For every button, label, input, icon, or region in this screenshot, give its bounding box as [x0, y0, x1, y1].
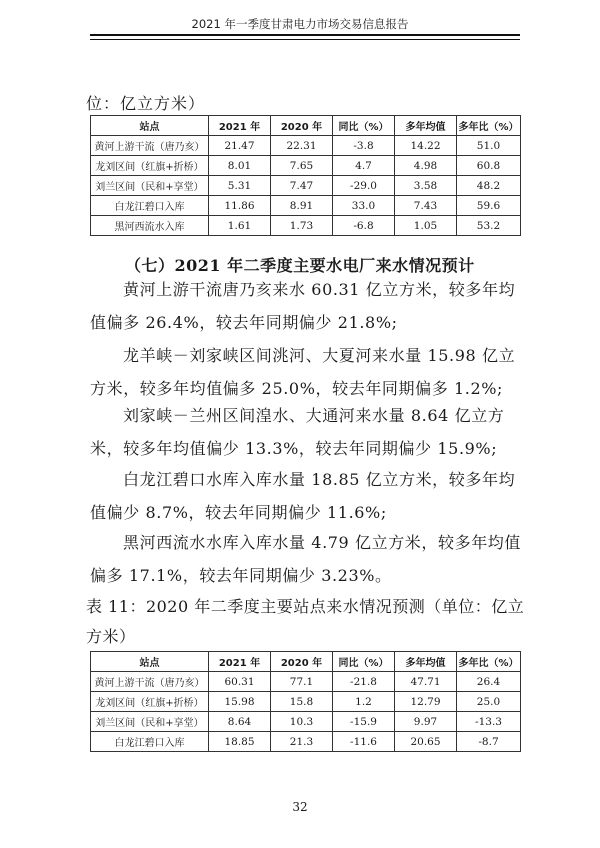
forecast-paragraph	[90, 399, 530, 465]
col-header: 多年均值	[395, 652, 457, 672]
value-cell: -3.8	[333, 136, 395, 156]
page-number: 32	[292, 800, 308, 814]
value-cell: 33.0	[333, 196, 395, 216]
paragraph-text: 黄河上游干流唐乃亥来水 60.31 亿立方米，较多年均值偏多 26.4%，较去年同期偏少 21.8%;	[90, 280, 516, 332]
table-row	[91, 712, 521, 732]
value-cell: -13.3	[457, 712, 521, 732]
paragraph-text: 白龙江碧口水库入库水量 18.85 亿立方米，较多年均值偏少 8.7%，较去年同期偏少 11.6%;	[90, 470, 516, 522]
paragraph-text: 黑河西流水水库入库水量 4.79 亿立方米，较多年均值偏多 17.1%，较去年同期偏少 3.23%。	[90, 533, 521, 585]
value-cell: 25.0	[457, 692, 521, 712]
station-cell: 黄河上游干流（唐乃亥）	[91, 136, 209, 156]
value-cell: 9.97	[395, 712, 457, 732]
col-header: 站点	[91, 652, 209, 672]
table-row	[91, 692, 521, 712]
col-header: 同比（%）	[333, 652, 395, 672]
value-cell: 5.31	[209, 176, 271, 196]
value-cell: 26.4	[457, 672, 521, 692]
value-cell: 8.01	[209, 156, 271, 176]
value-cell: 60.8	[457, 156, 521, 176]
value-cell: 60.31	[209, 672, 271, 692]
station-cell: 黑河西流水入库	[91, 216, 209, 236]
value-cell: 8.91	[271, 196, 333, 216]
table-row	[91, 176, 521, 196]
value-cell: 11.86	[209, 196, 271, 216]
value-cell: -21.8	[333, 672, 395, 692]
value-cell: 7.47	[271, 176, 333, 196]
value-cell: 18.85	[209, 732, 271, 752]
value-cell: 48.2	[457, 176, 521, 196]
table-header-row	[91, 116, 521, 136]
col-header: 2020 年	[271, 116, 333, 136]
col-header: 多年比（%）	[457, 652, 521, 672]
table-row	[91, 196, 521, 216]
value-cell: 77.1	[271, 672, 333, 692]
station-cell: 黄河上游干流（唐乃亥）	[91, 672, 209, 692]
value-cell: -11.6	[333, 732, 395, 752]
value-cell: 1.2	[333, 692, 395, 712]
forecast-paragraph	[90, 273, 530, 339]
value-cell: 51.0	[457, 136, 521, 156]
value-cell: 7.43	[395, 196, 457, 216]
unit-note: 位：亿立方米）	[86, 94, 206, 113]
value-cell: 1.05	[395, 216, 457, 236]
value-cell: 7.65	[271, 156, 333, 176]
value-cell: 1.61	[209, 216, 271, 236]
inflow-forecast-table-q2	[90, 651, 521, 752]
report-title: 2021 年一季度甘肃电力市场交易信息报告	[191, 17, 409, 31]
station-cell: 龙刘区间（红旗+折桥）	[91, 692, 209, 712]
value-cell: 8.64	[209, 712, 271, 732]
value-cell: 14.22	[395, 136, 457, 156]
value-cell: -29.0	[333, 176, 395, 196]
forecast-paragraph	[90, 526, 530, 592]
value-cell: 22.31	[271, 136, 333, 156]
col-header: 2020 年	[271, 652, 333, 672]
station-cell: 白龙江碧口入库	[91, 196, 209, 216]
table-row	[91, 672, 521, 692]
inflow-table-q1	[90, 115, 521, 236]
table-row	[91, 732, 521, 752]
station-cell: 刘兰区间（民和+享堂）	[91, 176, 209, 196]
header-rule-thin	[90, 39, 520, 40]
paragraph-text: 刘家峡－兰州区间湟水、大通河来水量 8.64 亿立方米，较多年均值偏少 13.3%，较去年同期偏少 15.9%;	[90, 406, 505, 458]
value-cell: -8.7	[457, 732, 521, 752]
value-cell: 4.98	[395, 156, 457, 176]
value-cell: -15.9	[333, 712, 395, 732]
value-cell: 59.6	[457, 196, 521, 216]
value-cell: 4.7	[333, 156, 395, 176]
value-cell: 47.71	[395, 672, 457, 692]
value-cell: -6.8	[333, 216, 395, 236]
col-header: 同比（%）	[333, 116, 395, 136]
col-header: 多年比（%）	[457, 116, 521, 136]
value-cell: 1.73	[271, 216, 333, 236]
paragraph-text: 龙羊峡－刘家峡区间洮河、大夏河来水量 15.98 亿立方米，较多年均值偏多 25.0%，较去年同期偏多 1.2%;	[90, 346, 516, 398]
value-cell: 12.79	[395, 692, 457, 712]
station-cell: 刘兰区间（民和+享堂）	[91, 712, 209, 732]
table-row	[91, 136, 521, 156]
value-cell: 20.65	[395, 732, 457, 752]
station-cell: 龙刘区间（红旗+折桥）	[91, 156, 209, 176]
header-rule-thick	[90, 34, 520, 36]
table-header-row	[91, 652, 521, 672]
value-cell: 53.2	[457, 216, 521, 236]
value-cell: 21.3	[271, 732, 333, 752]
col-header: 2021 年	[209, 116, 271, 136]
col-header: 站点	[91, 116, 209, 136]
table-row	[91, 216, 521, 236]
table-caption: 表 11：2020 年二季度主要站点来水情况预测（单位：亿立方米）	[86, 597, 525, 646]
col-header: 多年均值	[395, 116, 457, 136]
forecast-paragraph	[90, 339, 530, 405]
forecast-paragraph	[90, 463, 530, 529]
station-cell: 白龙江碧口入库	[91, 732, 209, 752]
value-cell: 15.8	[271, 692, 333, 712]
value-cell: 21.47	[209, 136, 271, 156]
section-heading: （七）2021 年二季度主要水电厂来水情况预计	[125, 256, 475, 275]
value-cell: 15.98	[209, 692, 271, 712]
table-row	[91, 156, 521, 176]
value-cell: 10.3	[271, 712, 333, 732]
value-cell: 3.58	[395, 176, 457, 196]
col-header: 2021 年	[209, 652, 271, 672]
